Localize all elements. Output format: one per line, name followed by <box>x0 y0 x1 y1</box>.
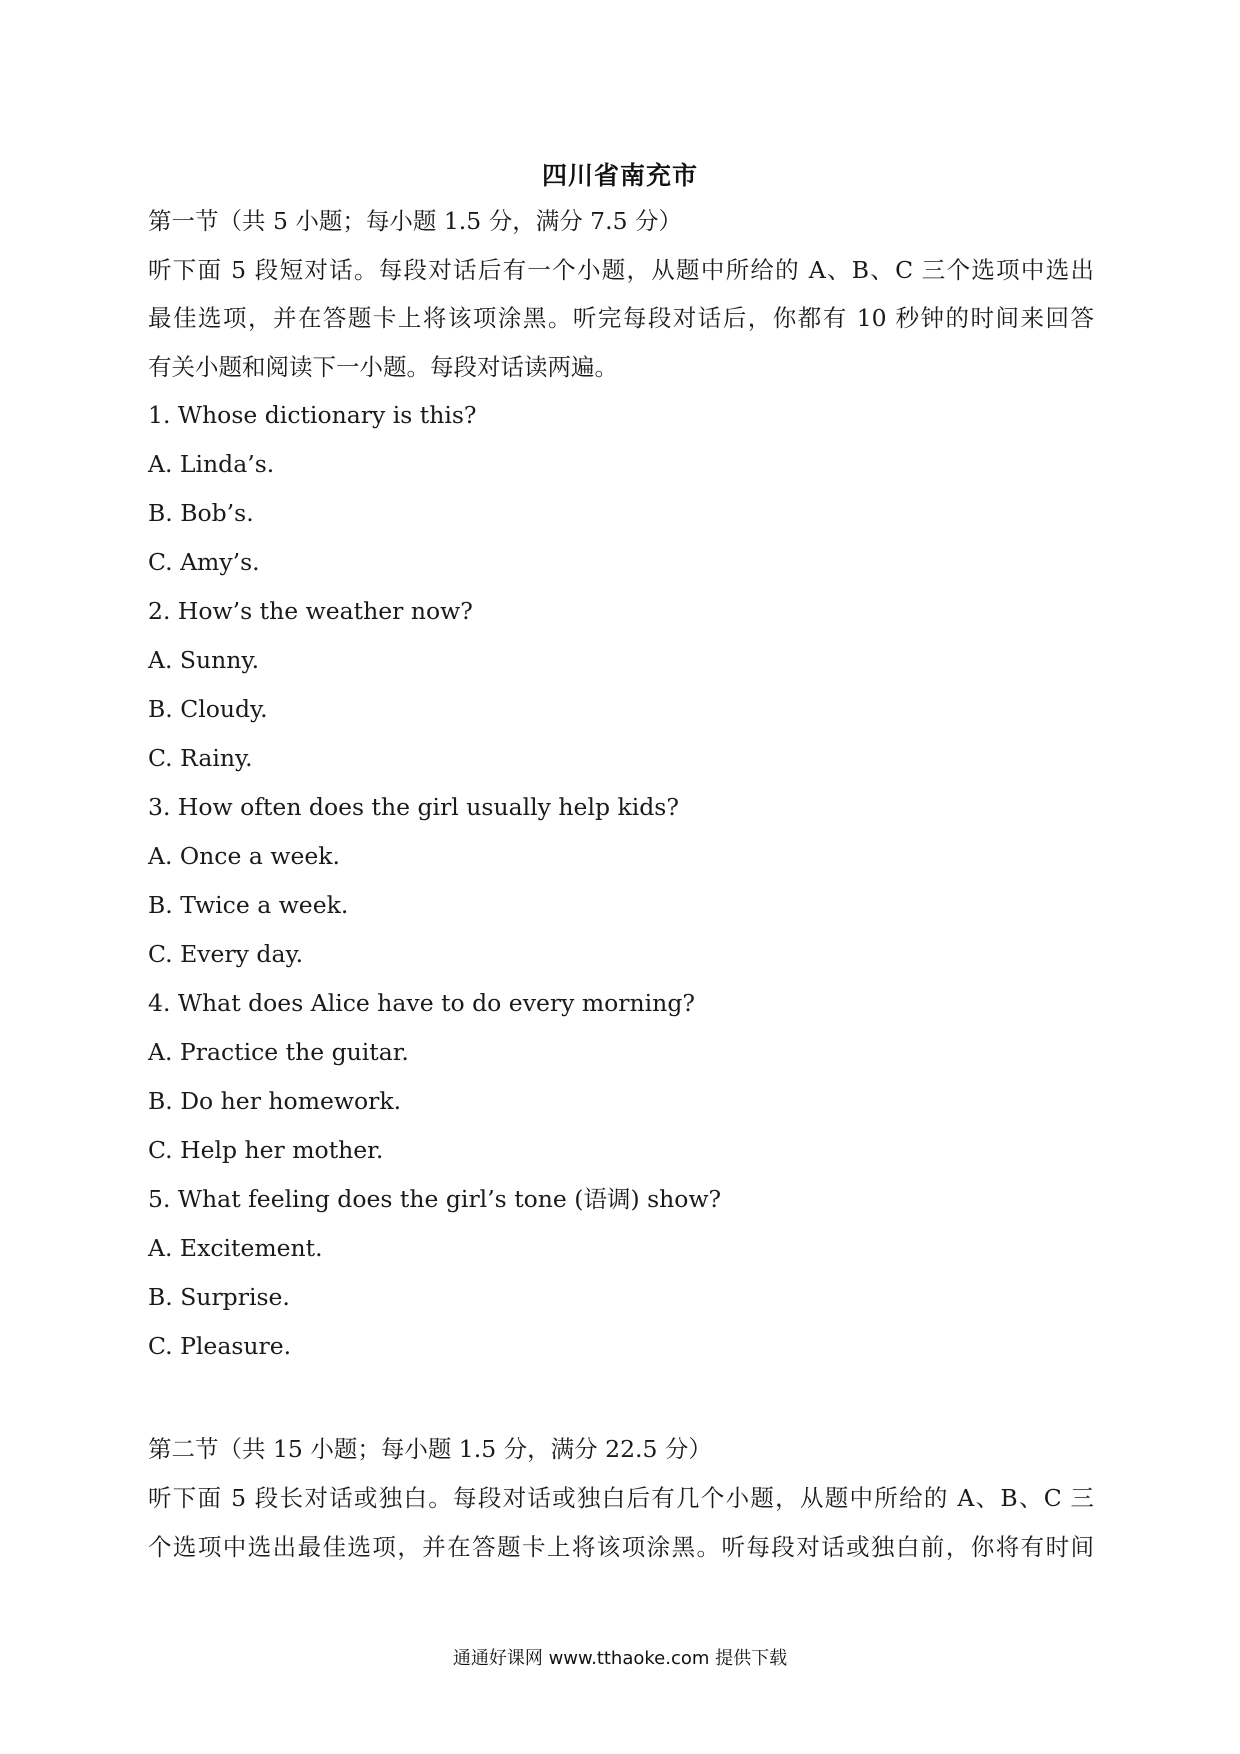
option-2c: C. Rainy. <box>148 744 253 772</box>
option-1b: B. Bob’s. <box>148 499 254 527</box>
question-3: 3. How often does the girl usually help kids? <box>148 793 679 821</box>
option-5c: C. Pleasure. <box>148 1332 292 1360</box>
section2-instruction-line: 听下面 5 段长对话或独白。每段对话或独白后有几个小题，从题中所给的 A、B、C 三 <box>148 1484 1094 1512</box>
section1-instruction-line: 有关小题和阅读下一小题。每段对话读两遍。 <box>148 353 618 381</box>
option-5b: B. Surprise. <box>148 1283 290 1311</box>
section2-instruction-line: 个选项中选出最佳选项，并在答题卡上将该项涂黑。听每段对话或独白前，你将有时间 <box>148 1533 1094 1561</box>
option-3b: B. Twice a week. <box>148 891 349 919</box>
option-4b: B. Do her homework. <box>148 1087 402 1115</box>
section1-heading: 第一节（共 5 小题；每小题 1.5 分，满分 7.5 分） <box>148 207 683 235</box>
option-5a: A. Excitement. <box>148 1234 323 1262</box>
section2-heading: 第二节（共 15 小题；每小题 1.5 分，满分 22.5 分） <box>148 1435 712 1463</box>
option-1c: C. Amy’s. <box>148 548 260 576</box>
option-4a: A. Practice the guitar. <box>148 1038 409 1066</box>
section1-instruction-line: 最佳选项，并在答题卡上将该项涂黑。听完每段对话后，你都有 10 秒钟的时间来回答 <box>148 304 1094 332</box>
option-3a: A. Once a week. <box>148 842 340 870</box>
section1-instruction-line: 听下面 5 段短对话。每段对话后有一个小题，从题中所给的 A、B、C 三个选项中选出 <box>148 256 1094 284</box>
question-2: 2. How’s the weather now? <box>148 597 473 625</box>
page-footer: 通通好课网 www.tthaoke.com 提供下载 <box>452 1648 788 1669</box>
option-2a: A. Sunny. <box>148 646 260 674</box>
page-title: 四川省南充市 <box>541 161 698 190</box>
option-2b: B. Cloudy. <box>148 695 268 723</box>
option-1a: A. Linda’s. <box>148 450 275 478</box>
option-3c: C. Every day. <box>148 940 304 968</box>
option-4c: C. Help her mother. <box>148 1136 384 1164</box>
question-4: 4. What does Alice have to do every morning? <box>148 989 695 1017</box>
question-1: 1. Whose dictionary is this? <box>148 401 477 429</box>
question-5: 5. What feeling does the girl’s tone (语调) show? <box>148 1185 722 1213</box>
